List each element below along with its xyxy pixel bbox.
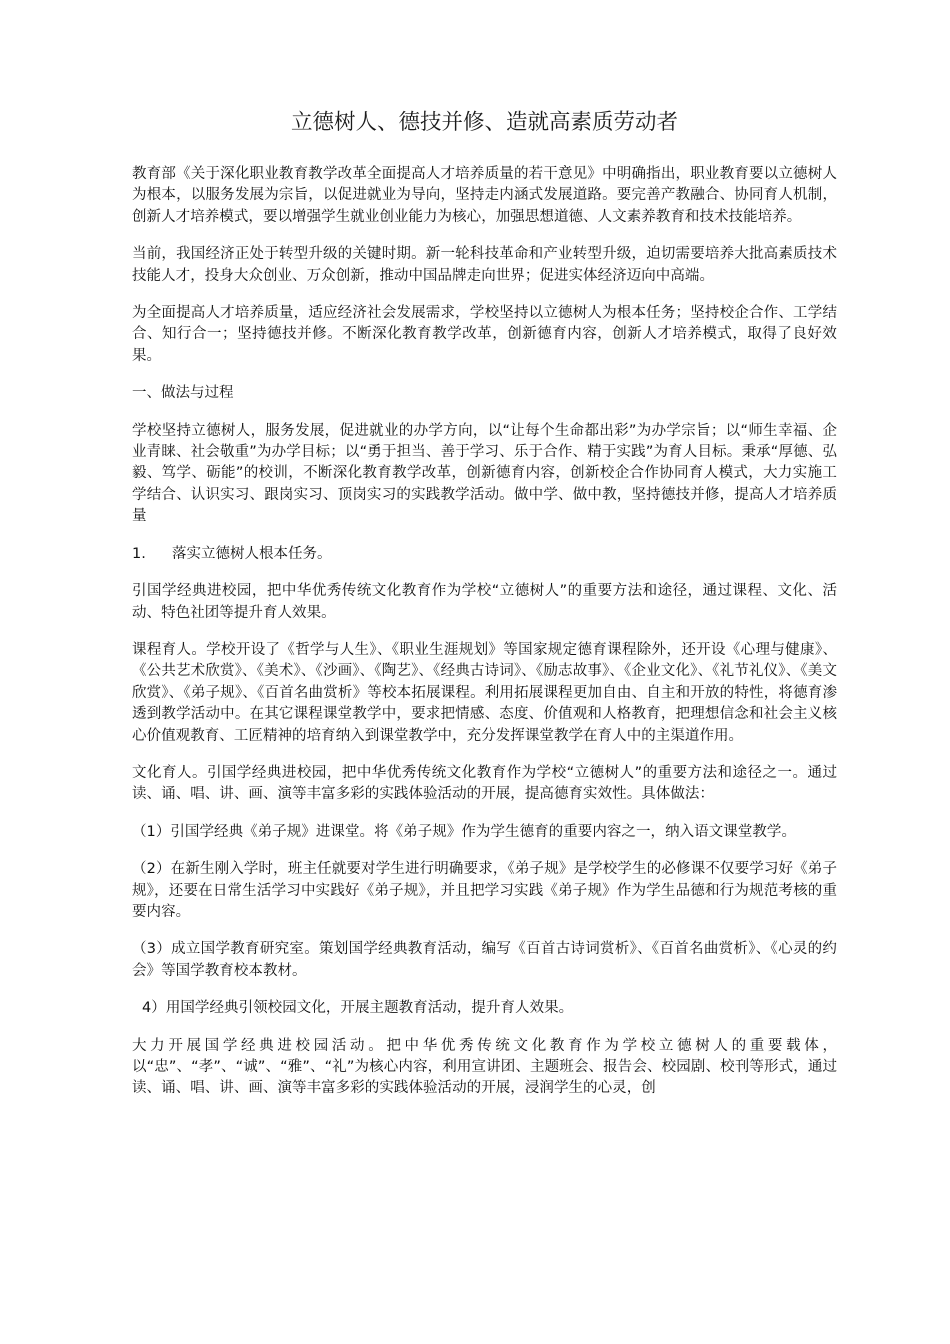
paragraph-classics-campus: 引国学经典进校园，把中华优秀传统文化教育作为学校“立德树人”的重要方法和途径，通过课程、文化、活动、特色社团等提升育人效果。 xyxy=(132,583,837,621)
item-number: 1. xyxy=(132,545,146,562)
paragraph-culture: 文化育人。引国学经典进校园，把中华优秀传统文化教育作为学校“立德树人”的重要方法和途径之一。通过读、诵、唱、讲、画、演等丰富多彩的实践体验活动的开展，提高德育实效性。具体做法： xyxy=(132,764,837,803)
paragraph-quality-improvement: 为全面提高人才培养质量，适应经济社会发展需求，学校坚持以立德树人为根本任务；坚持校企合作、工学结合、知行合一；坚持德技并修。不断深化教育教学改革，创新德育内容，创新人才培养模式，取得了良好效果。 xyxy=(132,305,837,364)
list-item-2: （2）在新生刚入学时，班主任就要对学生进行明确要求，《弟子规》是学校学生的必修课不仅要学习好《弟子规》，还要在日常生活学习中实践好《弟子规》，并且把学习实践《弟子规》作为学生品德和行为规范考核的重要内容。 xyxy=(132,861,837,920)
paragraph-classics-activities: 大力开展国学经典进校园活动。把中华优秀传统文化教育作为学校立德树人的重要载体，以“忠”、“孝”、“诚”、“雅”、“礼”为核心内容，利用宣讲团、主题班会、报告会、校园剧、校刊等形式，通过读、诵、唱、讲、画、演等丰富多彩的实践体验活动的开展，浸润学生的心灵，创 xyxy=(132,1037,837,1097)
document-page xyxy=(132,108,837,1116)
paragraph-curriculum: 课程育人。学校开设了《哲学与人生》、《职业生涯规划》等国家规定德育课程除外，还开设《心理与健康》、《公共艺术欣赏》、《美术》、《沙画》、《陶艺》、《经典古诗词》、《励志故事》、《企业文化》、《礼节礼仪》、《美文欣赏》、《弟子规》、《百首名曲赏析》等校本拓展课程。利用拓展课程更加自由、自主和开放的特性，将德育渗透到教学活动中。在其它课程课堂教学中，要求把情感、态度、价值观和人格教育，把理想信念和社会主义核心价值观教育、工匠精神的培育纳入到课堂教学中，充分发挥课堂教学在育人中的主渠道作用。 xyxy=(132,641,837,744)
paragraph-current-situation: 当前，我国经济正处于转型升级的关键时期。新一轮科技革命和产业转型升级，迫切需要培养大批高素质技术技能人才，投身大众创业、万众创新，推动中国品牌走向世界；促进实体经济迈向中高端。 xyxy=(132,246,837,284)
list-item-3: （3）成立国学教育研究室。策划国学经典教育活动，编写《百首古诗词赏析》、《百首名曲赏析》、《心灵的约会》等国学教育校本教材。 xyxy=(132,941,837,979)
list-item-4: 4）用国学经典引领校园文化，开展主题教育活动，提升育人效果。 xyxy=(142,1000,574,1017)
section-heading-methods: 一、做法与过程 xyxy=(132,385,234,402)
item-text: 落实立德树人根本任务。 xyxy=(172,545,332,562)
list-item-1: （1）引国学经典《弟子规》进课堂。将《弟子规》作为学生德育的重要内容之一，纳入语文课堂教学。 xyxy=(132,823,797,840)
numbered-item-1 xyxy=(132,544,837,565)
paragraph-intro: 教育部《关于深化职业教育教学改革全面提高人才培养质量的若干意见》中明确指出，职业教育要以立德树人为根本，以服务发展为宗旨，以促进就业为导向，坚持走内涵式发展道路。要完善产教融合、协同育人机制，创新人才培养模式，要以增强学生就业创业能力为核心，加强思想道德、人文素养教育和技术技能培养。 xyxy=(132,166,837,225)
paragraph-school-philosophy: 学校坚持立德树人，服务发展，促进就业的办学方向，以“让每个生命都出彩”为办学宗旨；以“师生幸福、企业青睐、社会敬重”为办学目标；以“勇于担当、善于学习、乐于合作、精于实践”为育人目标。秉承“厚德、弘毅、笃学、砺能”的校训，不断深化教育教学改革，创新德育内容，创新校企合作协同育人模式，大力实施工学结合、认识实习、跟岗实习、顶岗实习的实践教学活动。做中学、做中教，坚持德技并修，提高人才培养质量 xyxy=(132,422,837,525)
document-title: 立德树人、德技并修、造就高素质劳动者 xyxy=(290,110,678,135)
